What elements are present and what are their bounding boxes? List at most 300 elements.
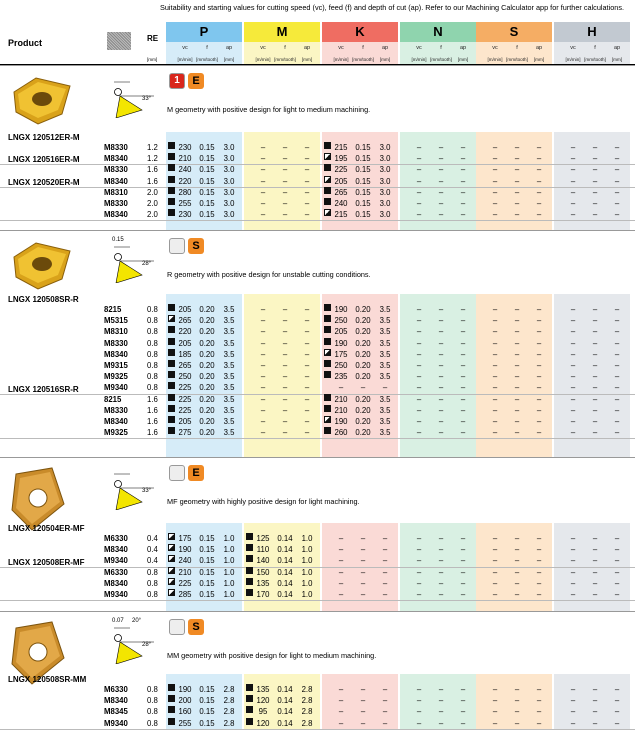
cell-p-ap: 1.0 <box>223 534 235 543</box>
cell-dash: – <box>416 383 422 393</box>
geometry-angle-2: 20° <box>132 618 142 624</box>
re-value: 2.0 <box>147 187 158 197</box>
cell-dash: – <box>514 154 520 164</box>
cell-k-vc: 250 <box>334 361 348 370</box>
cell-dash: – <box>592 556 598 566</box>
cell-k-vc: 250 <box>334 316 348 326</box>
table-row <box>0 360 635 371</box>
cell-k-f: – <box>360 534 366 543</box>
cell-m-ap: – <box>304 361 310 370</box>
cell-p-ap: 3.0 <box>223 143 235 152</box>
table-row <box>0 567 635 578</box>
cell-p-ap: 3.0 <box>223 154 235 164</box>
cell-k-f: – <box>360 590 366 599</box>
cell-dash: – <box>592 707 598 717</box>
cell-dash: – <box>536 534 542 543</box>
cell-dash: – <box>570 383 576 393</box>
table-row <box>0 718 635 729</box>
cell-k-vc: 190 <box>334 305 348 314</box>
re-value: 1.6 <box>147 165 158 175</box>
cell-dash: – <box>514 417 520 426</box>
cell-dash: – <box>592 154 598 164</box>
cell-dash: – <box>460 394 466 404</box>
cell-m-vc: – <box>260 316 266 326</box>
cell-p-f: 0.15 <box>199 685 215 694</box>
cell-dash: – <box>536 696 542 706</box>
cell-m-ap: – <box>304 383 310 393</box>
cell-dash: – <box>570 428 576 438</box>
cell-dash: – <box>514 556 520 566</box>
cell-dash: – <box>570 305 576 314</box>
cell-dash: – <box>492 176 498 186</box>
header-unit: [mm/tooth] <box>430 57 452 62</box>
re-value: 0.8 <box>147 718 158 728</box>
cell-dash: – <box>514 349 520 359</box>
cell-m-ap: – <box>304 210 310 220</box>
cell-dash: – <box>460 305 466 314</box>
cell-m-vc: 170 <box>256 590 270 599</box>
cell-dash: – <box>492 316 498 326</box>
cell-dash: – <box>592 176 598 186</box>
table-row <box>0 164 635 175</box>
grade: M8340 <box>104 545 128 555</box>
cell-dash: – <box>592 143 598 152</box>
table-row <box>0 695 635 706</box>
cell-dash: – <box>570 685 576 694</box>
cell-dash: – <box>614 707 620 717</box>
cell-m-ap: – <box>304 199 310 208</box>
cell-k-f: – <box>360 556 366 566</box>
cell-dash: – <box>460 143 466 152</box>
section-description: M geometry with positive design for light to medium machining. <box>167 105 371 114</box>
table-row <box>0 684 635 695</box>
cell-dash: – <box>460 361 466 370</box>
cell-dash: – <box>416 578 422 588</box>
cell-dash: – <box>536 210 542 220</box>
cell-p-ap: 3.0 <box>223 176 235 186</box>
re-value: 1.2 <box>147 143 158 152</box>
cell-k-f: – <box>360 567 366 577</box>
header-group-m: M <box>244 22 320 42</box>
cell-dash: – <box>492 165 498 175</box>
cell-dash: – <box>514 405 520 415</box>
cell-p-vc: 210 <box>178 567 192 577</box>
cell-k-vc: – <box>338 556 344 566</box>
cell-dash: – <box>514 394 520 404</box>
cell-m-f: – <box>282 327 288 337</box>
cell-k-vc: 260 <box>334 428 348 438</box>
cell-p-ap: 3.5 <box>223 428 235 438</box>
re-value: 2.0 <box>147 210 158 220</box>
cell-dash: – <box>416 165 422 175</box>
product-separator <box>0 600 635 601</box>
cell-k-vc: 205 <box>334 176 348 186</box>
cell-dash: – <box>570 349 576 359</box>
cell-dash: – <box>570 154 576 164</box>
grade: M6330 <box>104 567 128 577</box>
cell-dash: – <box>536 556 542 566</box>
cell-dash: – <box>536 394 542 404</box>
cell-dash: – <box>438 685 444 694</box>
grade: M8330 <box>104 165 128 175</box>
product-name: LNGX 120508SR-R <box>8 295 79 304</box>
cell-m-vc: – <box>260 349 266 359</box>
cell-dash: – <box>416 361 422 370</box>
cell-dash: – <box>460 316 466 326</box>
cell-dash: – <box>592 696 598 706</box>
cell-dash: – <box>514 718 520 728</box>
table-row <box>0 416 635 427</box>
grade: M8330 <box>104 199 128 208</box>
top-note: Suitability and starting values for cutting speed (vc), feed (f) and depth of cut (ap). Refer to our Machining Calculator app for further calculations. <box>160 3 624 12</box>
cell-dash: – <box>460 417 466 426</box>
cell-p-f: 0.15 <box>199 545 215 555</box>
cell-dash: – <box>592 417 598 426</box>
cell-dash: – <box>438 199 444 208</box>
cell-dash: – <box>514 176 520 186</box>
cell-m-ap: – <box>304 176 310 186</box>
cell-m-vc: – <box>260 210 266 220</box>
cell-dash: – <box>514 545 520 555</box>
cell-k-ap: 3.0 <box>379 165 391 175</box>
cell-dash: – <box>460 199 466 208</box>
cell-dash: – <box>492 696 498 706</box>
cell-k-vc: – <box>338 696 344 706</box>
cell-dash: – <box>438 545 444 555</box>
cell-dash: – <box>492 154 498 164</box>
re-value: 1.6 <box>147 428 158 438</box>
header-unit: [mm/tooth] <box>274 57 296 62</box>
cell-dash: – <box>492 707 498 717</box>
cell-dash: – <box>460 428 466 438</box>
cell-m-ap: – <box>304 372 310 382</box>
cell-dash: – <box>460 338 466 348</box>
geometry-dim: 0.07 <box>112 618 124 624</box>
cell-dash: – <box>492 327 498 337</box>
cell-dash: – <box>438 349 444 359</box>
grade: M8340 <box>104 176 128 186</box>
cell-m-f: – <box>282 305 288 314</box>
cell-dash: – <box>514 567 520 577</box>
cell-p-ap: 3.0 <box>223 210 235 220</box>
table-row <box>0 555 635 566</box>
cell-dash: – <box>438 534 444 543</box>
cell-k-f: – <box>360 578 366 588</box>
cell-p-vc: 265 <box>178 316 192 326</box>
cell-dash: – <box>438 372 444 382</box>
cell-p-ap: 3.5 <box>223 361 235 370</box>
cell-dash: – <box>514 361 520 370</box>
cell-dash: – <box>536 338 542 348</box>
cell-dash: – <box>438 327 444 337</box>
grade: M9325 <box>104 372 128 382</box>
grade: M8330 <box>104 405 128 415</box>
cell-dash: – <box>514 590 520 599</box>
header-re-unit: [mm] <box>147 57 158 62</box>
cell-p-vc: 225 <box>178 383 192 393</box>
cell-p-vc: 255 <box>178 199 192 208</box>
table-row <box>0 176 635 187</box>
cell-p-vc: 200 <box>178 696 192 706</box>
cell-p-ap: 3.5 <box>223 372 235 382</box>
cell-dash: – <box>570 707 576 717</box>
cell-k-ap: 3.0 <box>379 143 391 152</box>
cell-dash: – <box>592 338 598 348</box>
cell-dash: – <box>614 383 620 393</box>
cell-k-f: 0.15 <box>355 143 371 152</box>
section-separator <box>0 457 635 458</box>
cell-dash: – <box>438 405 444 415</box>
cell-dash: – <box>536 154 542 164</box>
cell-dash: – <box>614 567 620 577</box>
product-name: LNGX 120508SR-MM <box>8 675 87 684</box>
cell-k-ap: 3.5 <box>379 428 391 438</box>
re-value: 0.8 <box>147 361 158 370</box>
cell-dash: – <box>438 696 444 706</box>
cell-m-f: – <box>282 417 288 426</box>
cell-k-ap: – <box>382 567 388 577</box>
cell-p-f: 0.20 <box>199 417 215 426</box>
cell-m-ap: 1.0 <box>301 590 313 599</box>
cell-k-f: 0.15 <box>355 210 371 220</box>
cell-m-ap: – <box>304 305 310 314</box>
application-icon <box>169 238 185 254</box>
header-sub-ap: ap <box>613 45 621 51</box>
cell-k-f: 0.15 <box>355 187 371 197</box>
table-row <box>0 187 635 198</box>
cell-dash: – <box>614 176 620 186</box>
cell-dash: – <box>514 210 520 220</box>
cell-k-ap: – <box>382 590 388 599</box>
insert-image <box>8 237 76 298</box>
cell-dash: – <box>614 405 620 415</box>
cell-dash: – <box>592 685 598 694</box>
cell-dash: – <box>416 707 422 717</box>
cell-m-f: – <box>282 154 288 164</box>
cell-k-vc: 240 <box>334 199 348 208</box>
cell-dash: – <box>592 545 598 555</box>
cell-dash: – <box>492 349 498 359</box>
cell-p-f: 0.20 <box>199 394 215 404</box>
cell-p-vc: 230 <box>178 143 192 152</box>
cell-dash: – <box>570 417 576 426</box>
cell-dash: – <box>592 567 598 577</box>
table-row <box>0 578 635 589</box>
re-value: 1.6 <box>147 405 158 415</box>
header-sub-vc: vc <box>182 45 188 51</box>
cell-p-vc: 160 <box>178 707 192 717</box>
cell-dash: – <box>592 428 598 438</box>
cell-dash: – <box>514 165 520 175</box>
cell-dash: – <box>592 405 598 415</box>
re-value: 1.2 <box>147 154 158 164</box>
re-value: 0.8 <box>147 590 158 599</box>
cell-p-vc: 185 <box>178 349 192 359</box>
cell-dash: – <box>438 718 444 728</box>
cell-dash: – <box>536 578 542 588</box>
cell-p-f: 0.15 <box>199 534 215 543</box>
cell-dash: – <box>416 567 422 577</box>
insert-image-svg <box>8 237 76 293</box>
cell-m-ap: – <box>304 338 310 348</box>
grade: M8310 <box>104 327 128 337</box>
cell-dash: – <box>536 327 542 337</box>
cell-k-ap: – <box>382 545 388 555</box>
cell-dash: – <box>514 707 520 717</box>
cell-dash: – <box>492 556 498 566</box>
cell-m-ap: – <box>304 154 310 164</box>
cell-dash: – <box>536 372 542 382</box>
cell-dash: – <box>460 187 466 197</box>
application-icon <box>169 619 185 635</box>
cell-dash: – <box>536 567 542 577</box>
section-description: MM geometry with positive design for light to medium machining. <box>167 651 377 660</box>
cell-k-f: – <box>360 718 366 728</box>
cell-dash: – <box>592 349 598 359</box>
cell-k-ap: 3.5 <box>379 405 391 415</box>
cell-p-f: 0.15 <box>199 578 215 588</box>
cell-dash: – <box>460 534 466 543</box>
cell-dash: – <box>570 718 576 728</box>
cell-m-vc: – <box>260 154 266 164</box>
cell-p-vc: 285 <box>178 590 192 599</box>
cell-p-vc: 220 <box>178 327 192 337</box>
cell-dash: – <box>614 428 620 438</box>
cell-k-f: 0.20 <box>355 361 371 370</box>
cell-dash: – <box>536 305 542 314</box>
cell-k-f: 0.20 <box>355 316 371 326</box>
header-group-h: H <box>554 22 630 42</box>
geometry-badge: S <box>188 238 204 254</box>
cell-dash: – <box>514 685 520 694</box>
grade: M5315 <box>104 316 128 326</box>
grade: M9340 <box>104 556 128 566</box>
cell-dash: – <box>416 545 422 555</box>
cell-dash: – <box>438 383 444 393</box>
cell-dash: – <box>492 567 498 577</box>
cell-k-f: – <box>360 685 366 694</box>
cell-k-f: – <box>360 707 366 717</box>
cell-dash: – <box>536 176 542 186</box>
cell-dash: – <box>536 165 542 175</box>
cell-k-f: 0.20 <box>355 349 371 359</box>
cell-dash: – <box>536 316 542 326</box>
header-sub-ap: ap <box>459 45 467 51</box>
table-row <box>0 405 635 416</box>
cell-dash: – <box>514 305 520 314</box>
cell-dash: – <box>416 534 422 543</box>
cell-p-vc: 265 <box>178 361 192 370</box>
cell-k-ap: 3.5 <box>379 316 391 326</box>
cell-p-ap: 3.5 <box>223 417 235 426</box>
cell-dash: – <box>416 685 422 694</box>
cell-dash: – <box>460 327 466 337</box>
cell-p-f: 0.15 <box>199 696 215 706</box>
header-group-n: N <box>400 22 476 42</box>
header-unit: [m/min] <box>177 57 193 62</box>
cell-p-ap: 3.5 <box>223 383 235 393</box>
header-unit: [mm] <box>533 57 545 62</box>
re-value: 0.8 <box>147 707 158 717</box>
cell-p-f: 0.15 <box>199 187 215 197</box>
cell-dash: – <box>460 165 466 175</box>
cell-p-f: 0.20 <box>199 405 215 415</box>
cell-dash: – <box>492 187 498 197</box>
cell-dash: – <box>592 394 598 404</box>
header-sub-f: f <box>594 45 596 51</box>
cell-p-vc: 225 <box>178 405 192 415</box>
cell-k-f: – <box>360 383 366 393</box>
cell-m-f: – <box>282 199 288 208</box>
cell-k-vc: – <box>338 685 344 694</box>
cell-dash: – <box>592 578 598 588</box>
header-sub-f: f <box>206 45 208 51</box>
cell-dash: – <box>570 578 576 588</box>
cell-m-vc: 110 <box>256 545 270 555</box>
cell-dash: – <box>514 316 520 326</box>
cell-k-ap: 3.5 <box>379 338 391 348</box>
cell-dash: – <box>416 176 422 186</box>
cell-dash: – <box>416 349 422 359</box>
cell-dash: – <box>614 187 620 197</box>
cell-p-ap: 3.5 <box>223 327 235 337</box>
cell-m-vc: – <box>260 361 266 370</box>
re-value: 0.4 <box>147 534 158 543</box>
cell-p-vc: 190 <box>178 545 192 555</box>
cell-m-ap: 1.0 <box>301 534 313 543</box>
cell-dash: – <box>460 349 466 359</box>
cell-dash: – <box>438 305 444 314</box>
cell-p-f: 0.20 <box>199 349 215 359</box>
cell-m-f: 0.14 <box>277 556 293 566</box>
cell-m-ap: 2.8 <box>301 685 313 694</box>
grade: M8345 <box>104 707 128 717</box>
table-row <box>0 153 635 164</box>
cell-dash: – <box>536 545 542 555</box>
re-value: 0.8 <box>147 338 158 348</box>
cell-dash: – <box>570 316 576 326</box>
table-row <box>0 142 635 153</box>
application-icon <box>169 465 185 481</box>
cell-p-vc: 210 <box>178 154 192 164</box>
cell-m-ap: – <box>304 417 310 426</box>
cell-k-f: 0.20 <box>355 405 371 415</box>
cell-p-ap: 1.0 <box>223 545 235 555</box>
product-name: LNGX 120516SR-R <box>8 384 79 394</box>
cell-dash: – <box>492 383 498 393</box>
cell-dash: – <box>614 545 620 555</box>
cell-m-vc: 125 <box>256 534 270 543</box>
cell-k-ap: – <box>382 718 388 728</box>
cell-dash: – <box>614 349 620 359</box>
cell-m-f: 0.14 <box>277 545 293 555</box>
cell-dash: – <box>460 154 466 164</box>
cell-m-f: 0.14 <box>277 696 293 706</box>
cell-p-f: 0.15 <box>199 556 215 566</box>
cell-dash: – <box>416 199 422 208</box>
cell-dash: – <box>514 534 520 543</box>
table-row <box>0 427 635 438</box>
cell-p-ap: 1.0 <box>223 590 235 599</box>
cell-m-ap: – <box>304 394 310 404</box>
cell-m-vc: 95 <box>258 707 268 717</box>
cell-dash: – <box>592 305 598 314</box>
cell-dash: – <box>570 567 576 577</box>
cell-m-vc: – <box>260 417 266 426</box>
cell-k-f: 0.15 <box>355 199 371 208</box>
cell-k-f: – <box>360 545 366 555</box>
table-row <box>0 589 635 600</box>
